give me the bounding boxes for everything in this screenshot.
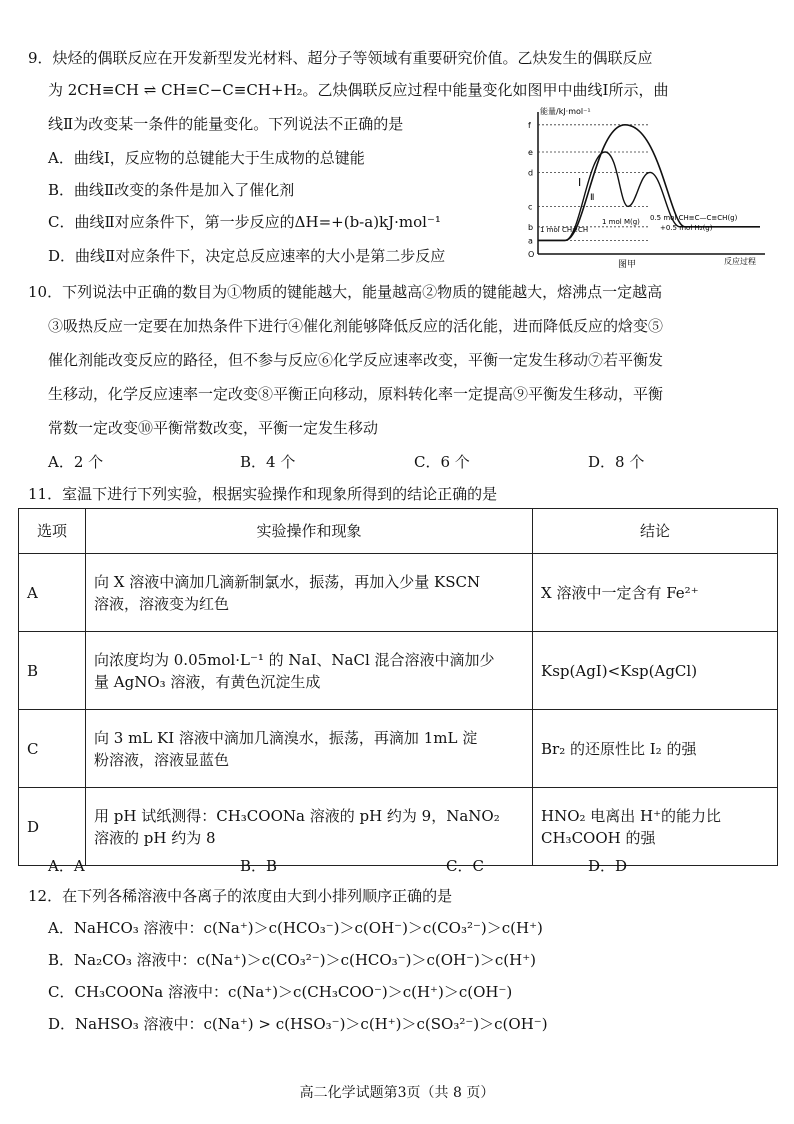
- y-tick-label: O: [528, 250, 535, 259]
- q11-option-b: B．B: [240, 857, 278, 875]
- q10-line5: 常数一定改变⑩平衡常数改变，平衡一定发生移动: [48, 419, 379, 437]
- row-operation-line: 量 AgNO₃ 溶液，有黄色沉淀生成: [94, 672, 321, 691]
- row-operation: [86, 710, 533, 788]
- y-tick-label: e: [528, 148, 533, 157]
- energy-profile-chart: [510, 104, 775, 270]
- q9-option-a: A．曲线Ⅰ，反应物的总键能大于生成物的总键能: [48, 149, 365, 167]
- page-footer: 高二化学试题第3页（共 8 页）: [299, 1085, 495, 1101]
- row-operation: [86, 632, 533, 710]
- curve-i-label: Ⅰ: [578, 176, 582, 189]
- q12-option-b: B．Na₂CO₃ 溶液中：c(Na⁺)＞c(CO₃²⁻)＞c(HCO₃⁻)＞c(OH⁻)＞c(H⁺): [48, 951, 536, 969]
- y-tick-label: f: [528, 120, 531, 130]
- y-tick-label: a: [528, 236, 533, 246]
- q10-line1: 10．下列说法中正确的数目为①物质的键能越大，能量越高②物质的键能越大，熔沸点一定越高: [28, 283, 663, 301]
- q12-option-c: C．CH₃COONa 溶液中：c(Na⁺)＞c(CH₃COO⁻)＞c(H⁺)＞c(OH⁻): [48, 983, 513, 1001]
- q11-stem: 11．室温下进行下列实验，根据实验操作和现象所得到的结论正确的是: [28, 485, 498, 503]
- q9-stem-line1: 9．炔烃的偶联反应在开发新型发光材料、超分子等领域有重要研究价值。乙炔发生的偶联反应: [28, 49, 653, 67]
- q10-option-b: B．4 个: [240, 453, 296, 471]
- y-tick-label: c: [528, 202, 533, 212]
- q10-line2: ③吸热反应一定要在加热条件下进行④催化剂能够降低反应的活化能，进而降低反应的焓变⑤: [48, 317, 664, 335]
- row-conclusion-line: Ksp(AgI)<Ksp(AgCl): [541, 661, 698, 680]
- row-conclusion: [533, 710, 778, 788]
- q12-stem: 12．在下列各稀溶液中各离子的浓度由大到小排列顺序正确的是: [28, 887, 453, 905]
- row-option: D: [19, 788, 86, 866]
- y-tick-label: d: [528, 168, 534, 178]
- figure-title: 图甲: [618, 260, 637, 270]
- q10-option-d: D．8 个: [588, 453, 645, 471]
- label-intermediate: 1 mol M(g): [602, 218, 640, 226]
- table-row: [19, 788, 778, 866]
- y-axis-label: 能量/kJ·mol⁻¹: [540, 107, 591, 116]
- header-conclusion: 结论: [533, 509, 778, 554]
- row-conclusion-line: X 溶液中一定含有 Fe²⁺: [541, 583, 699, 602]
- curve-i: [538, 125, 760, 241]
- row-option: A: [19, 554, 86, 632]
- x-axis-label: 反应过程: [724, 257, 756, 266]
- q11-option-c: C．C: [446, 857, 484, 875]
- row-operation-line: 溶液的 pH 约为 8: [94, 828, 216, 847]
- row-operation-line: 溶液，溶液变为红色: [94, 594, 230, 613]
- q10-option-a: A．2 个: [48, 453, 104, 471]
- header-operation: 实验操作和现象: [86, 509, 533, 554]
- q9-option-b: B．曲线Ⅱ改变的条件是加入了催化剂: [48, 181, 295, 199]
- row-option: C: [19, 710, 86, 788]
- row-option: B: [19, 632, 86, 710]
- row-conclusion-line: HNO₂ 电离出 H⁺的能力比: [541, 806, 722, 825]
- q12-option-a: A．NaHCO₃ 溶液中：c(Na⁺)＞c(HCO₃⁻)＞c(OH⁻)＞c(CO₃²⁻)＞c(H⁺): [48, 919, 543, 937]
- row-operation-line: 向 X 溶液中滴加几滴新制氯水，振荡，再加入少量 KSCN: [94, 572, 481, 591]
- y-tick-label: b: [528, 222, 534, 232]
- label-product-2: +0.5 mol H₂(g): [660, 224, 713, 232]
- q12-option-d: D．NaHSO₃ 溶液中：c(Na⁺) > c(HSO₃⁻)＞c(H⁺)＞c(SO₃²⁻)＞c(OH⁻): [48, 1015, 548, 1033]
- row-operation-line: 向 3 mL KI 溶液中滴加几滴溴水，振荡，再滴加 1mL 淀: [94, 728, 478, 747]
- q11-table: [18, 508, 778, 866]
- row-operation: [86, 554, 533, 632]
- q9-stem-line3: 线Ⅱ为改变某一条件的能量变化。下列说法不正确的是: [48, 115, 404, 133]
- table-row: [19, 710, 778, 788]
- q9-stem-line2: 为 2CH≡CH ⇌ CH≡C−C≡CH+H₂。乙炔偶联反应过程中能量变化如图甲中曲线Ⅰ所示，曲: [48, 81, 669, 99]
- q11-option-a: A．A: [48, 857, 85, 875]
- table-header-row: [19, 509, 778, 554]
- curve-ii-label: Ⅱ: [590, 193, 595, 203]
- row-conclusion-line: Br₂ 的还原性比 I₂ 的强: [541, 739, 697, 758]
- label-product-1: 0.5 mol CH≡C—C≡CH(g): [650, 214, 738, 222]
- q10-line3: 催化剂能改变反应的路径，但不参与反应⑥化学反应速率改变，平衡一定发生移动⑦若平衡发: [48, 351, 664, 369]
- row-conclusion: [533, 554, 778, 632]
- table-row: [19, 632, 778, 710]
- q9-option-c: C．曲线Ⅱ对应条件下，第一步反应的ΔH=+(b-a)kJ·mol⁻¹: [48, 213, 441, 231]
- q11-option-d: D．D: [588, 857, 628, 875]
- row-operation: [86, 788, 533, 866]
- q10-line4: 生移动，化学反应速率一定改变⑧平衡正向移动，原料转化率一定提高⑨平衡发生移动，平衡: [48, 385, 664, 403]
- row-operation-line: 用 pH 试纸测得：CH₃COONa 溶液的 pH 约为 9，NaNO₂: [94, 806, 500, 825]
- row-conclusion: [533, 788, 778, 866]
- y-tick-labels: [528, 121, 648, 259]
- row-operation-line: 粉溶液，溶液显蓝色: [94, 750, 230, 769]
- q10-option-c: C．6 个: [414, 453, 470, 471]
- row-conclusion: [533, 632, 778, 710]
- q9-option-d: D．曲线Ⅱ对应条件下，决定总反应速率的大小是第二步反应: [48, 247, 446, 265]
- row-conclusion-line: CH₃COOH 的强: [541, 828, 656, 847]
- label-reactant: 1 mol CH≡CH: [540, 226, 589, 234]
- table-row: [19, 554, 778, 632]
- header-option: 选项: [19, 509, 86, 554]
- row-operation-line: 向浓度均为 0.05mol·L⁻¹ 的 NaI、NaCl 混合溶液中滴加少: [94, 650, 495, 669]
